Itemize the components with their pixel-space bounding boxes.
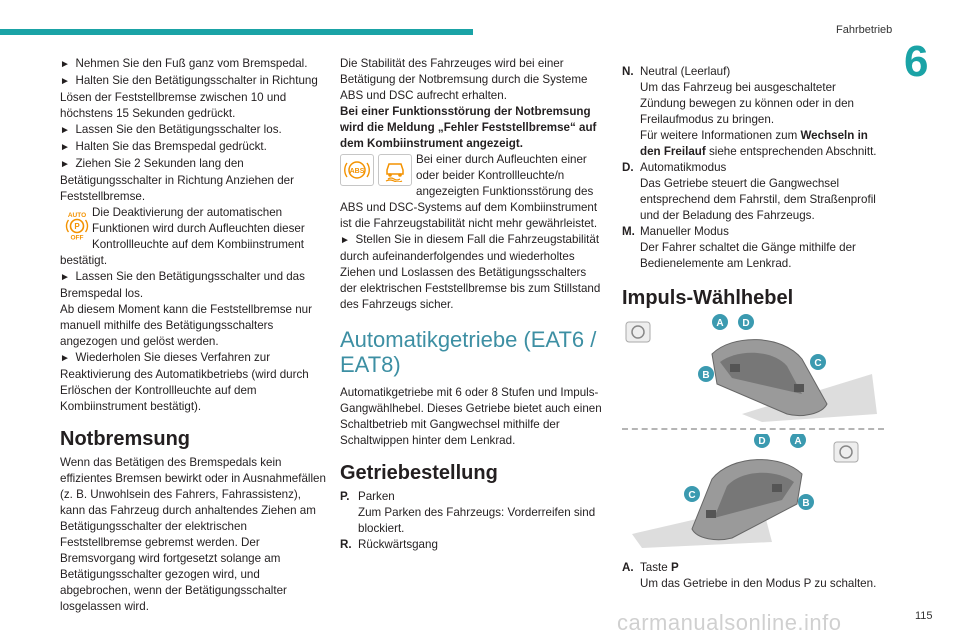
chapter-number: 6: [904, 37, 929, 86]
gear-key: R.: [340, 538, 352, 551]
step-6: ► Lassen Sie den Betätigungsschalter und das Bremspedal los.: [60, 269, 326, 302]
callout-b: B: [802, 498, 810, 509]
header-accent-bar: [0, 29, 473, 35]
gear-key: N.: [622, 65, 634, 78]
step-1: ► Nehmen Sie den Fuß ganz vom Bremspedal.: [60, 56, 326, 73]
chapter-heading-automatikgetriebe: Automatikgetriebe (EAT6 / EAT8): [340, 327, 597, 377]
watermark: carmanualsonline.info: [617, 610, 842, 635]
dsc-warning-icon: [378, 154, 412, 186]
section-heading-notbremsung: Notbremsung: [60, 428, 190, 450]
lever-part-a: [622, 560, 884, 592]
step-7: ► Wiederholen Sie dieses Verfahren zur Reaktivierung des Automatikbetriebs (wird durch Erlöschen der Kontrollleuchte auf dem Kombiinstrument bestätigt).: [60, 350, 326, 415]
gear-title: Rückwärtsgang: [358, 538, 438, 551]
gear-title: Neutral (Leerlauf): [640, 65, 731, 78]
gear-positions-list-continued: [622, 64, 884, 272]
lever-parts-list: [622, 560, 884, 592]
gear-position-r: [340, 537, 602, 553]
notbremsung-paragraph: Wenn das Betätigen des Bremspedals kein effizientes Bremsen bewirkt oder in Ausnahmefällen (z. B. Unwohlsein des Fahrers, Fahrassistenz), kann das Fahrzeug durch anhaltendes Ziehen am Betätigungsschalter der elektrischen Feststellbremse gebremst werden. Der Bremsvorgang wird fortgesetzt solange am Betätigungsschalter gezogen wird, und abgebrochen, wenn der Betätigungsschalter losgelassen wird.: [60, 456, 326, 613]
callout-a: A: [716, 318, 724, 329]
callout-d: D: [742, 318, 750, 329]
abs-dsc-note-text: Bei einer durch Aufleuchten einer oder beider Kontrollleuchte/n angezeigten Funktionsstörung des ABS und DSC-Systems auf dem Kombiinstrument ist die Fahrzeugstabilität nicht mehr gewährleistet.: [340, 153, 598, 230]
section-heading-impuls-waehlhebel: Impuls-Wählhebel: [622, 287, 794, 309]
stability-paragraph: Die Stabilität des Fahrzeuges wird bei einer Betätigung der Notbremsung durch die Systeme ABS und DSC aufrecht erhalten.: [340, 57, 588, 102]
gear-description: Um das Fahrzeug bei ausgeschalteter Zündung bewegen zu können oder in den Freilaufmodus zu bringen.: [640, 81, 855, 126]
gear-key: P.: [340, 490, 350, 503]
gear-reference-tail: siehe entsprechenden Abschnitt.: [705, 145, 877, 158]
callout-b: B: [702, 370, 710, 381]
part-description: Um das Getriebe in den Modus P zu schalten.: [640, 577, 877, 590]
callout-c: C: [814, 358, 822, 369]
svg-text:P: P: [74, 222, 80, 231]
gearbox-intro-paragraph: Automatikgetriebe mit 6 oder 8 Stufen und Impuls-Gangwählhebel. Dieses Getriebe bietet auch einen Schaltbetrieb mit Gangwechsel mithilfe der Schaltwippen hinter dem Lenkrad.: [340, 386, 602, 447]
gear-position-m: [622, 224, 884, 272]
manual-only-paragraph: Ab diesem Moment kann die Feststellbremse nur manuell mithilfe des Betätigungsschalters angezogen und gelöst werden.: [60, 303, 312, 348]
gear-position-p: [340, 489, 602, 537]
stabilize-step: ► Stellen Sie in diesem Fall die Fahrzeugstabilität durch aufeinanderfolgendes und wiederholtes Ziehen und Loslassen des Betätigungsschalters der elektrischen Feststellbremse bis zum Stillstand des Fahrzeugs sicher.: [340, 232, 602, 313]
part-key: A.: [622, 561, 634, 574]
section-heading-getriebestellung: Getriebestellung: [340, 462, 498, 484]
gear-description: Das Getriebe steuert die Gangwechsel entsprechend dem Fahrstil, dem Straßenprofil und der Beladung des Fahrzeugs.: [640, 177, 876, 222]
gear-title: Automatikmodus: [640, 161, 727, 174]
auto-icon-top-text: AUTO: [67, 212, 87, 219]
gear-key: M.: [622, 225, 635, 238]
abs-icon-text: ABS: [349, 168, 365, 175]
gear-position-d: [622, 160, 884, 224]
auto-off-warning-icon: [60, 207, 88, 240]
auto-icon-bottom-text: OFF: [70, 234, 84, 240]
abs-warning-icon: [340, 154, 374, 186]
gear-description: Der Fahrer schaltet die Gänge mithilfe der Bedienelemente am Lenkrad.: [640, 241, 856, 270]
page-number: 115: [915, 610, 933, 622]
gear-reference-bold: Wechseln in den Freilauf: [640, 129, 868, 158]
step-4: ► Halten Sie das Bremspedal gedrückt.: [60, 139, 326, 156]
step-2: ► Halten Sie den Betätigungsschalter in Richtung Lösen der Feststellbremse zwischen 10 und höchstens 15 Sekunden gedrückt.: [60, 73, 326, 122]
lever-figure-bottom: [622, 434, 884, 552]
gear-key: D.: [622, 161, 634, 174]
gear-reference-text: Für weitere Informationen zum: [640, 129, 801, 142]
running-header: Fahrbetrieb: [836, 24, 893, 36]
part-title-bold: P: [670, 561, 679, 574]
step-3: ► Lassen Sie den Betätigungsschalter los.: [60, 122, 326, 139]
part-title-prefix: Taste: [640, 561, 671, 574]
step-5: ► Ziehen Sie 2 Sekunden lang den Betätigungsschalter in Richtung Anziehen der Feststellbremse.: [60, 156, 326, 205]
auto-off-note-text: Die Deaktivierung der automatischen Funktionen wird durch Aufleuchten dieser Kontrollleuchte auf dem Kombiinstrument bestätigt.: [60, 206, 305, 267]
column-1: [60, 56, 326, 615]
column-3: [622, 64, 884, 592]
gear-positions-list: [340, 489, 602, 553]
gear-position-n: [622, 64, 884, 160]
gear-title: Parken: [358, 490, 395, 503]
auto-off-note: [60, 205, 326, 269]
callout-c: C: [688, 490, 696, 501]
column-2: [340, 56, 602, 553]
gear-description: Zum Parken des Fahrzeugs: Vorderreifen sind blockiert.: [358, 506, 596, 535]
fault-warning-text: Bei einer Funktionsstörung der Notbremsung wird die Meldung „Fehler Feststellbremse“ auf dem Kombiinstrument angezeigt.: [340, 105, 597, 150]
lever-figure-top: [622, 314, 884, 424]
abs-dsc-note: [340, 152, 602, 232]
callout-d: D: [758, 436, 766, 447]
callout-a: A: [794, 436, 802, 447]
gear-title: Manueller Modus: [640, 225, 729, 238]
figure-divider: [622, 428, 884, 430]
